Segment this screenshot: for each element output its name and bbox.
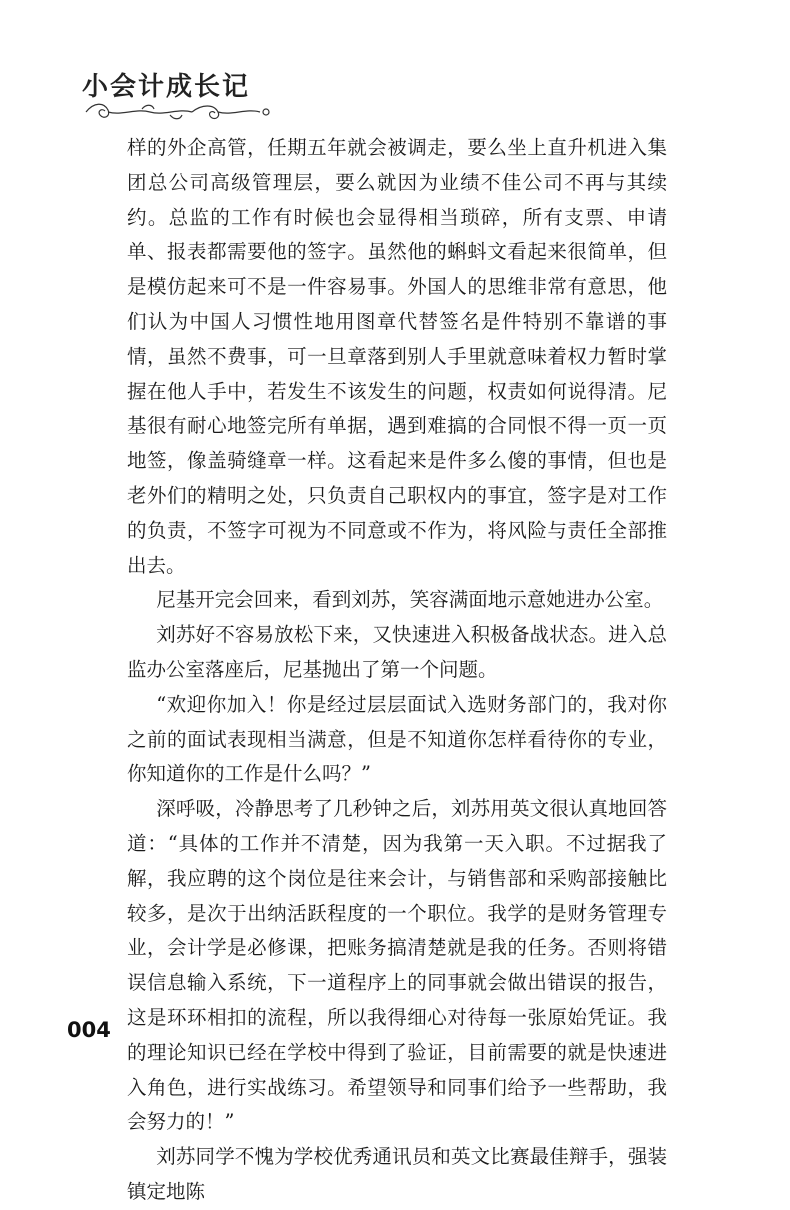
paragraph: 深呼吸，冷静思考了几秒钟之后，刘苏用英文很认真地回答道：“具体的工作并不清楚，因为我第一天入职。不过据我了解，我应聘的这个岗位是往来会计，与销售部和采购部接触比较多，是次于出纳活跃程度的一个职位。我学的是财务管理专业，会计学是必修课，把账务搞清楚就是我的任务。否则将错误信息输入系统，下一道程序上的同事就会做出错误的报告，这是环环相扣的流程，所以我得细心对待每一张原始凭证。我的理论知识已经在学校中得到了验证，目前需要的就是快速进入角色，进行实战练习。希望领导和同事们给予一些帮助，我会努力的！” bbox=[127, 797, 667, 1134]
paragraph: 尼基开完会回来，看到刘苏，笑容满面地示意她进办公室。 bbox=[156, 588, 664, 612]
body-text bbox=[127, 131, 667, 1210]
running-header bbox=[82, 66, 302, 128]
paragraph: “欢迎你加入！你是经过层层面试入选财务部门的，我对你之前的面试表现相当满意，但是不知道你怎样看待你的专业，你知道你的工作是什么吗？” bbox=[127, 692, 667, 786]
paragraph: 刘苏同学不愧为学校优秀通讯员和英文比赛最佳辩手，强装镇定地陈 bbox=[127, 1145, 667, 1203]
book-title: 小会计成长记 bbox=[82, 72, 251, 102]
paragraph: 刘苏好不容易放松下来，又快速进入积极备战状态。进入总监办公室落座后，尼基抛出了第一个问题。 bbox=[127, 623, 667, 681]
decorative-swirl-icon bbox=[82, 100, 282, 124]
page-number: 004 bbox=[67, 1018, 111, 1042]
paragraph: 样的外企高管，任期五年就会被调走，要么坐上直升机进入集团总公司高级管理层，要么就因为业绩不佳公司不再与其续约。总监的工作有时候也会显得相当琐碎，所有支票、申请单、报表都需要他的签字。虽然他的蝌蚪文看起来很简单，但是模仿起来可不是一件容易事。外国人的思维非常有意思，他们认为中国人习惯性地用图章代替签名是件特别不靠谱的事情，虽然不费事，可一旦章落到别人手里就意味着权力暂时掌握在他人手中，若发生不该发生的问题，权责如何说得清。尼基很有耐心地签完所有单据，遇到难搞的合同恨不得一页一页地签，像盖骑缝章一样。这看起来是件多么傻的事情，但也是老外们的精明之处，只负责自己职权内的事宜，签字是对工作的负责，不签字可视为不同意或不作为，将风险与责任全部推出去。 bbox=[127, 136, 667, 577]
